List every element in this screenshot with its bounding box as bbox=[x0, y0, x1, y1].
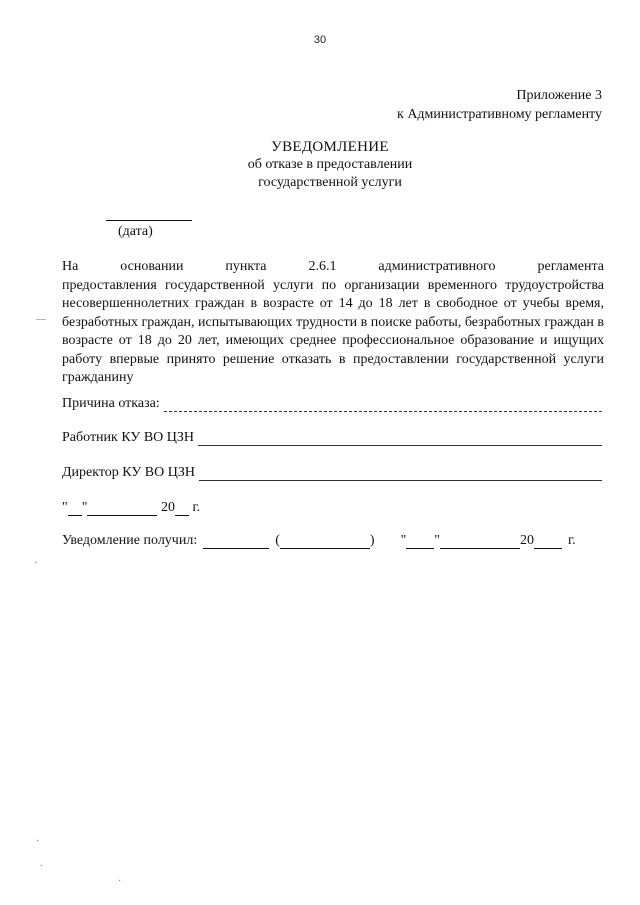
director-fill-line bbox=[199, 468, 602, 481]
receipt-signature-blank bbox=[203, 536, 269, 549]
appendix-line-2: к Административному регламенту bbox=[397, 107, 602, 122]
date-year: 20 bbox=[160, 500, 175, 515]
scan-mark: . bbox=[40, 858, 43, 869]
date-quote-close: " bbox=[81, 500, 88, 515]
notice-body bbox=[62, 258, 604, 388]
reason-label: Причина отказа: bbox=[62, 396, 160, 411]
appendix-line-1: Приложение 3 bbox=[516, 88, 602, 103]
page-number: 30 bbox=[313, 34, 327, 46]
receipt-quote-close: " bbox=[434, 533, 440, 548]
date-quote-open: " bbox=[62, 500, 68, 515]
receipt-year-blank bbox=[534, 536, 562, 549]
employee-fill-line bbox=[198, 433, 602, 446]
scan-mark: · bbox=[118, 876, 122, 887]
receipt-name-blank bbox=[280, 536, 370, 549]
receipt-label: Уведомление получил: bbox=[62, 533, 198, 548]
receipt-paren-open: ( bbox=[275, 533, 280, 548]
title-main: УВЕДОМЛЕНИЕ bbox=[271, 139, 389, 155]
receipt-month-blank bbox=[440, 536, 520, 549]
director-row bbox=[62, 465, 602, 481]
reason-fill-line bbox=[164, 399, 602, 412]
appendix-header bbox=[397, 86, 602, 124]
day-blank bbox=[68, 503, 82, 516]
date-suffix: г. bbox=[192, 500, 201, 515]
receipt-row bbox=[62, 533, 602, 549]
employee-label: Работник КУ ВО ЦЗН bbox=[62, 430, 194, 445]
date-blank-line bbox=[106, 210, 192, 221]
title-line-2: об отказе в предоставлении bbox=[247, 157, 413, 172]
receipt-quote-open: " bbox=[400, 533, 407, 548]
document-title bbox=[200, 138, 460, 192]
receipt-year: 20 bbox=[520, 533, 534, 548]
reason-row bbox=[62, 396, 602, 412]
title-line-3: государственной услуги bbox=[258, 175, 402, 190]
year-blank bbox=[175, 503, 189, 516]
date-row bbox=[62, 500, 200, 516]
body-paragraph: предоставления государственной услуги по организации временного трудоустройства несовершеннолетних граждан в возрасте от 14 до 18 лет в свободное от учебы время, безработных граждан, испытывающих трудности в поиске работы, безработных граждан в возрасте от 18 до 20 лет, имеющих среднее профессиональное образование и ищущих работу впервые принято решение отказать в предоставлении государственной услуги гражданину bbox=[62, 277, 604, 385]
director-label: Директор КУ ВО ЦЗН bbox=[62, 465, 195, 480]
date-label: (дата) bbox=[118, 224, 153, 239]
body-first-line: На основании пункта 2.6.1 административного регламента bbox=[62, 259, 604, 274]
receipt-day-blank bbox=[406, 536, 434, 549]
scan-mark: · bbox=[36, 836, 40, 847]
employee-row bbox=[62, 430, 602, 446]
receipt-suffix: г. bbox=[568, 533, 576, 548]
month-blank bbox=[87, 503, 157, 516]
receipt-paren-close: ) bbox=[369, 533, 375, 548]
scan-mark: — bbox=[36, 314, 46, 325]
scan-mark: · bbox=[34, 558, 38, 569]
